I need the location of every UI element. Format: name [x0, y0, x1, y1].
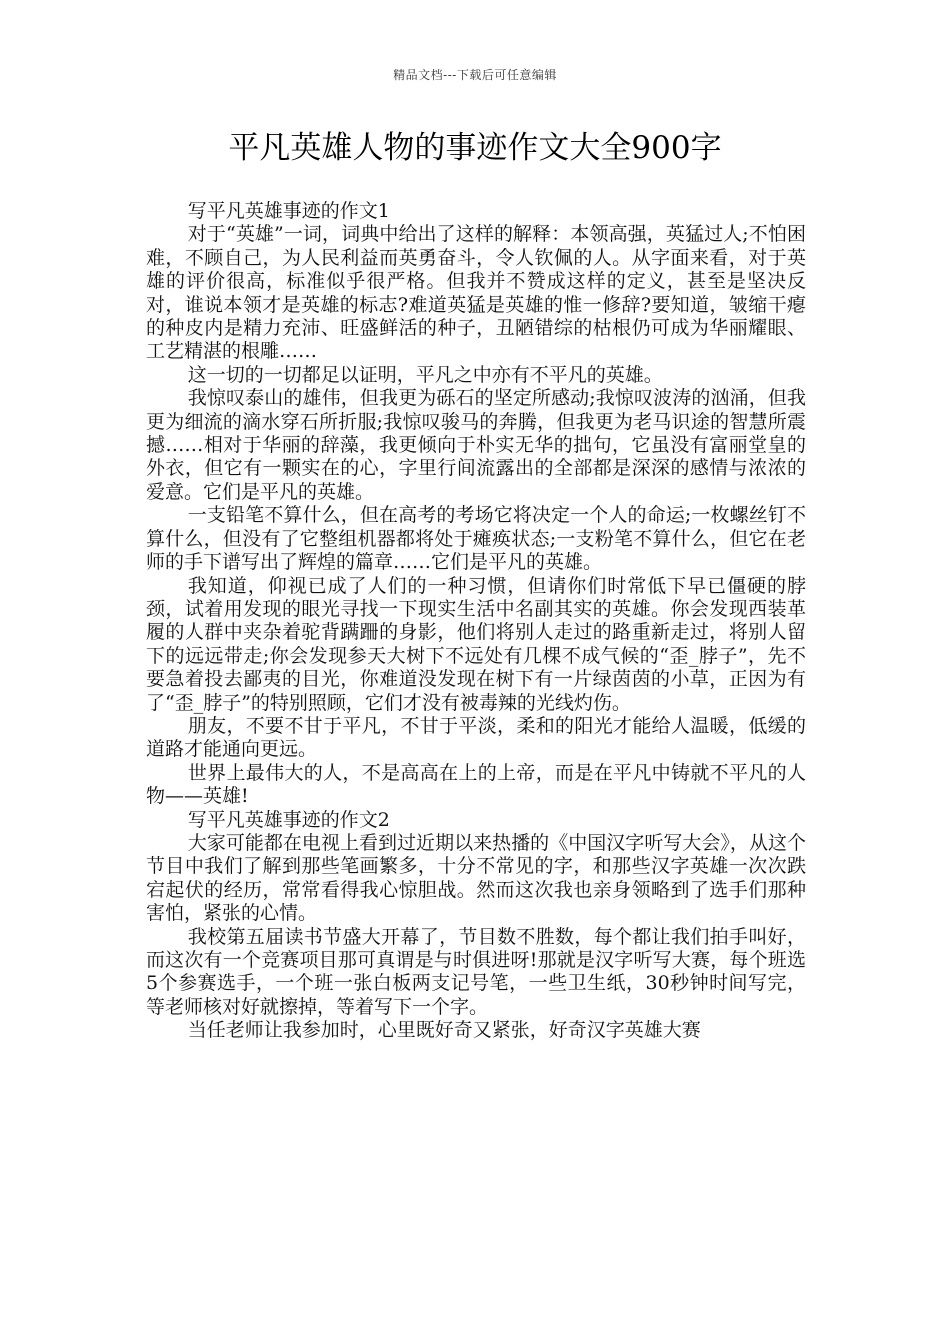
paragraph: 这一切的一切都足以证明，平凡之中亦有不平凡的英雄。 [187, 363, 663, 386]
section-heading-1: 写平凡英雄事迹的作文1 [187, 200, 390, 222]
paragraph: 当任老师让我参加时，心里既好奇又紧张，好奇汉字英雄大赛 [187, 1019, 701, 1042]
paragraph: 我惊叹泰山的雄伟，但我更为砾石的坚定所感动;我惊叹波涛的汹涌，但我更为细流的滴水穿石所折服;我惊叹骏马的奔腾，但我更为老马识途的智慧所震撼……相对于华丽的辞藻，我更倾向于朴实无华的拙句，它虽没有富丽堂皇的外衣，但它有一颗实在的心，字里行间流露出的全部都是深深的感情与浓浓的爱意。它们是平凡的英雄。 [146, 387, 806, 503]
section-heading-2: 写平凡英雄事迹的作文2 [187, 808, 390, 831]
paragraph: 我校第五届读书节盛大开幕了，节目数不胜数，每个都让我们拍手叫好，而这次有一个竞赛项目那可真谓是与时俱进呀!那就是汉字听写大赛，每个班选5个参赛选手，一个班一张白板两支记号笔，一些卫生纸，30秒钟时间写完，等老师核对好就擦掉，等着写下一个字。 [146, 925, 806, 1018]
paragraph: 世界上最伟大的人，不是高高在上的上帝，而是在平凡中铸就不平凡的人物——英雄! [146, 761, 806, 808]
paragraph: 对于“英雄”一词，词典中给出了这样的解释：本领高强，英猛过人;不怕困难，不顾自己，为人民利益而英勇奋斗，令人钦佩的人。从字面来看，对于英雄的评价很高，标准似乎很严格。但我并不赞成这样的定义，甚至是坚决反对，谁说本领才是英雄的标志?难道英猛是英雄的惟一修辞?要知道，皱缩干瘪的种皮内是精力充沛、旺盛鲜活的种子，丑陋错综的枯根仍可成为华丽耀眼、工艺精湛的根雕…… [146, 223, 806, 363]
header-note: 精品文档---下载后可任意编辑 [393, 68, 557, 82]
paragraph: 朋友，不要不甘于平凡，不甘于平淡，柔和的阳光才能给人温暖，低缓的道路才能通向更远。 [146, 714, 806, 761]
paragraph: 大家可能都在电视上看到过近期以来热播的《中国汉字听写大会》，从这个节目中我们了解到那些笔画繁多，十分不常见的字，和那些汉字英雄一次次跌宕起伏的经历，常常看得我心惊胆战。然而这次我也亲身领略到了选手们那种害怕，紧张的心情。 [146, 831, 806, 925]
document-title: 平凡英雄人物的事迹作文大全900字 [228, 130, 722, 166]
document-body [146, 200, 806, 1043]
paragraph: 一支铅笔不算什么，但在高考的考场它将决定一个人的命运;一枚螺丝钉不算什么，但没有了它整组机器都将处于瘫痪状态;一支粉笔不算什么，但它在老师的手下谱写出了辉煌的篇章……它们是平凡的英雄。 [146, 504, 806, 574]
paragraph: 我知道，仰视已成了人们的一种习惯，但请你们时常低下早已僵硬的脖颈，试着用发现的眼光寻找一下现实生活中名副其实的英雄。你会发现西装革履的人群中夹杂着驼背蹒跚的身影，他们将别人走过的路重新走过，将别人留下的远远带走;你会发现参天大树下不远处有几棵不成气候的“歪_脖子”，先不要急着投去鄙夷的目光，你难道没发现在树下有一片绿茵茵的小草，正因为有了“歪_脖子”的特别照顾，它们才没有被毒辣的光线灼伤。 [146, 574, 806, 714]
